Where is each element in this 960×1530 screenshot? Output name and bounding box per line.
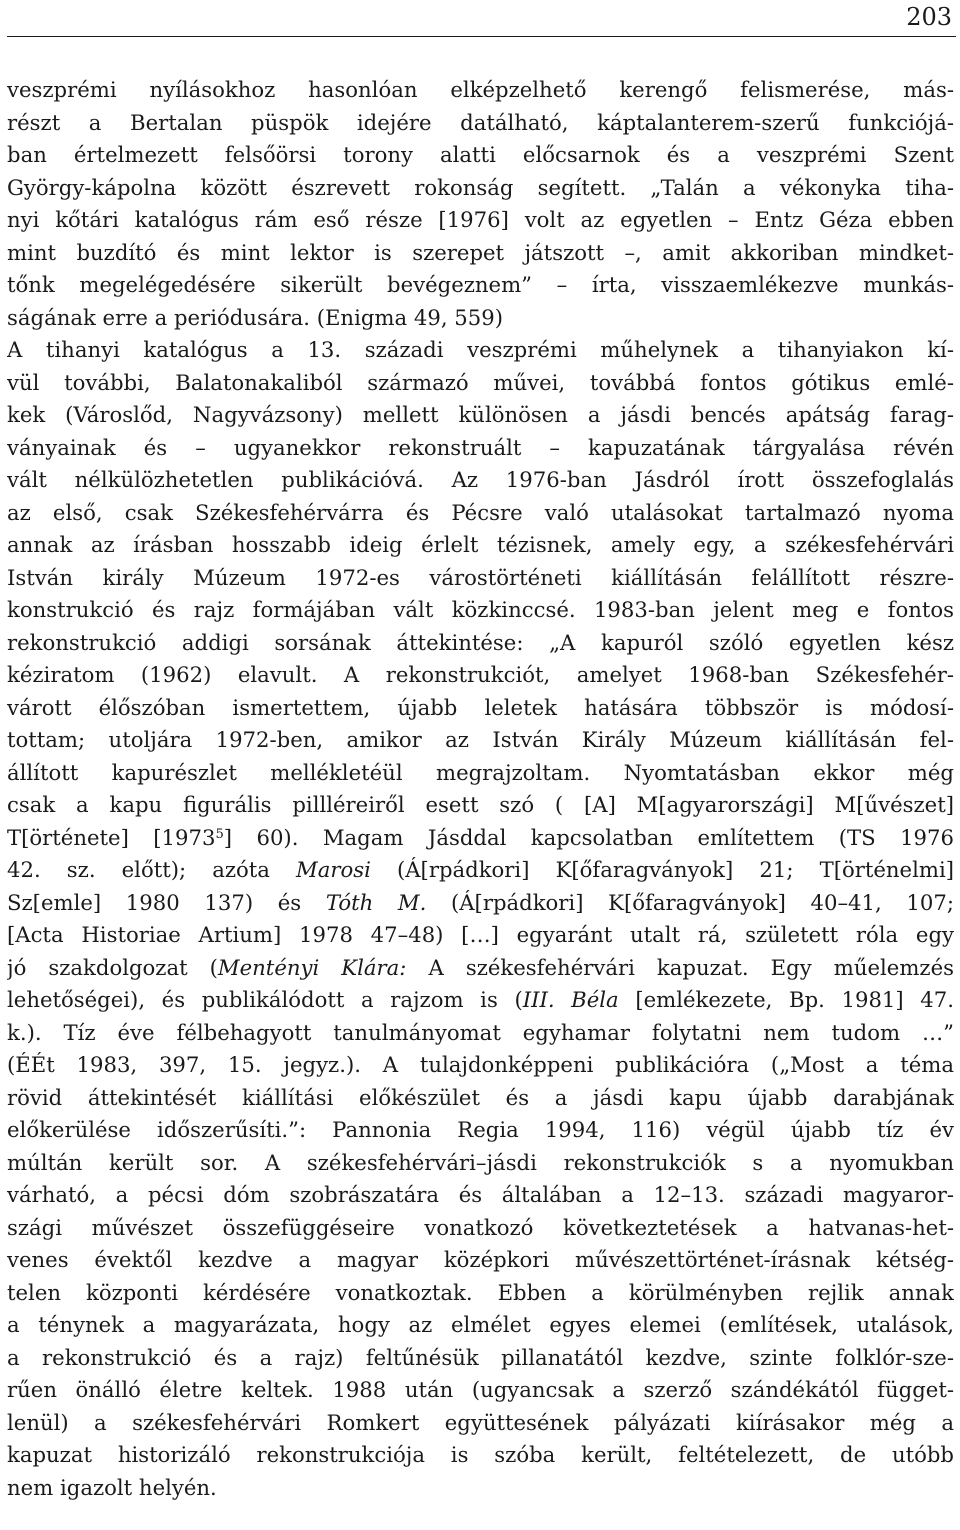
text-segment: (Á[rpádkori] K[őfaragványok] 21; T[örténelmi] — [370, 857, 954, 882]
text-line — [7, 529, 954, 562]
text-line — [7, 302, 954, 335]
text-line — [7, 789, 954, 822]
text-line — [7, 107, 954, 140]
text-line — [7, 367, 954, 400]
text-line — [7, 204, 954, 237]
text-line — [7, 1212, 954, 1245]
text-segment: telen központi kérdésére vonatkoztak. Ebben a körülményben rejlik annak — [7, 1279, 954, 1305]
text-line — [7, 1179, 954, 1212]
text-segment: vált nélkülözhetetlen publikációvá. Az 1976-ban Jásdról írott összefoglalás — [7, 467, 954, 492]
text-segment: venes évektől kezdve a magyar középkori művészettörténet-írásnak kétség- — [7, 1247, 954, 1272]
text-segment: kapuzat historizáló rekonstrukciója is szóba került, feltételezett, de utóbb — [7, 1442, 954, 1467]
text-segment: előkerülése időszerűsíti.”: Pannonia Regia 1994, 116) végül újabb tíz év — [7, 1117, 954, 1142]
text-segment: vül további, Balatonakaliból származó művei, továbbá fontos gótikus emlé- — [7, 369, 954, 395]
text-line — [7, 562, 954, 595]
text-segment: csak a kapu figurális pillléreiről esett szó ( [A] M[agyarországi] M[űvészet] — [7, 792, 954, 817]
text-line — [7, 1114, 954, 1147]
text-line — [7, 659, 954, 692]
text-segment: A székesfehérvári kapuzat. Egy műelemzés — [406, 954, 954, 980]
text-segment: nem igazolt helyén. — [7, 1474, 217, 1500]
text-segment: ] 60). Magam Jásddal kapcsolatban említettem (TS 1976 — [223, 824, 954, 850]
text-segment: rövid áttekintését kiállítási előkészület és a jásdi kapu újabb darabjának — [7, 1084, 954, 1110]
text-segment: István király Múzeum 1972-es várostörténeti kiállításán felállított részre- — [7, 564, 954, 590]
text-segment: nyi kőtári katalógus rám eső része [1976] volt az egyetlen – Entz Géza ebben — [7, 207, 954, 232]
text-line — [7, 1374, 954, 1407]
text-segment: konstrukció és rajz formájában vált közkinccsé. 1983-ban jelent meg e fontos — [7, 597, 954, 622]
superscript: 5 — [215, 826, 224, 842]
text-line — [7, 1017, 954, 1050]
text-line — [7, 984, 954, 1017]
text-segment: veszprémi nyílásokhoz hasonlóan elképzelhető kerengő felismerése, más- — [7, 77, 954, 102]
text-segment: tőnk megelégedésére sikerült bevégeznem” – írta, visszaemlékezve munkás- — [7, 272, 954, 297]
text-line — [7, 919, 954, 952]
text-segment: Sz[emle] 1980 137) és — [7, 889, 326, 915]
text-segment: a ténynek a magyarázata, hogy az elmélet egyes elemei (említések, utalások, — [7, 1312, 954, 1337]
text-line — [7, 1244, 954, 1277]
text-segment: részt a Bertalan püspök idejére datálható, káptalanterem-szerű funkciójá- — [7, 109, 954, 135]
text-line — [7, 1147, 954, 1180]
text-line — [7, 627, 954, 660]
text-segment: mint buzdító és mint lektor is szerepet játszott –, amit akkoriban mindket- — [7, 239, 954, 265]
text-segment: állított kapurészlet mellékletéül megrajzoltam. Nyomtatásban ekkor még — [7, 759, 954, 785]
text-segment: ványainak és – ugyanekkor rekonstruált – kapuzatának tárgyalása révén — [7, 434, 954, 460]
text-line — [7, 237, 954, 270]
text-segment: lenül) a székesfehérvári Romkert együttesének pályázati kiírásakor még a — [7, 1409, 954, 1435]
body-text — [7, 74, 954, 1504]
italic-citation: Mentényi Klára: — [217, 954, 407, 980]
text-segment: tottam; utoljára 1972-ben, amikor az István Király Múzeum kiállításán fel- — [7, 727, 954, 752]
page-number: 203 — [906, 3, 952, 31]
text-line — [7, 1309, 954, 1342]
text-segment: várható, a pécsi dóm szobrászatára és általában a 12–13. századi magyaror- — [7, 1182, 954, 1207]
text-line — [7, 757, 954, 790]
text-line — [7, 1049, 954, 1082]
text-line — [7, 1277, 954, 1310]
text-segment: T[örténete] [1973 — [7, 824, 216, 850]
text-line — [7, 1082, 954, 1115]
text-segment: kéziratom (1962) elavult. A rekonstrukciót, amelyet 1968-ban Székesfehér- — [7, 662, 954, 687]
text-line — [7, 1407, 954, 1440]
text-segment: [Acta Historiae Artium] 1978 47–48) […] egyaránt utalt rá, született róla egy — [7, 922, 954, 947]
text-segment: 42. sz. előtt); azóta — [7, 857, 297, 882]
text-line — [7, 692, 954, 725]
text-line — [7, 334, 954, 367]
text-segment: [emlékezete, Bp. 1981] 47. — [618, 987, 954, 1012]
text-line — [7, 74, 954, 107]
text-line — [7, 139, 954, 172]
text-segment: kek (Városlőd, Nagyvázsony) mellett különösen a jásdi bencés apátság farag- — [7, 402, 954, 427]
italic-citation: III. Béla — [522, 987, 619, 1012]
text-segment: jó szakdolgozat ( — [7, 954, 218, 980]
text-line — [7, 594, 954, 627]
text-line — [7, 1342, 954, 1375]
text-segment: rűen önálló életre keltek. 1988 után (ugyancsak a szerző szándékától függet- — [7, 1377, 954, 1402]
text-segment: szági művészet összefüggéseire vonatkozó következtetések a hatvanas-het- — [7, 1214, 954, 1240]
text-segment: annak az írásban hosszabb ideig érlelt tézisnek, amely egy, a székesfehérvári — [7, 532, 954, 557]
text-line — [7, 464, 954, 497]
text-segment: k.). Tíz éve félbehagyott tanulmányomat egyhamar folytatni nem tudom …” — [7, 1019, 954, 1045]
header-rule — [7, 36, 956, 37]
italic-citation: Tóth M. — [325, 889, 427, 915]
text-segment: lehetőségei), és publikálódott a rajzom is ( — [7, 987, 523, 1012]
text-line — [7, 822, 954, 855]
text-segment: A tihanyi katalógus a 13. századi veszprémi műhelynek a tihanyiakon kí- — [7, 337, 954, 362]
text-segment: az első, csak Székesfehérvárra és Pécsre való utalásokat tartalmazó nyoma — [7, 499, 954, 525]
text-segment: rekonstrukció addigi sorsának áttekintése: „A kapuról szóló egyetlen kész — [7, 629, 954, 655]
text-segment: ságának erre a periódusára. (Enigma 49, 559) — [7, 304, 504, 330]
text-line — [7, 1472, 954, 1505]
text-segment: a rekonstrukció és a rajz) feltűnésük pillanatától kezdve, szinte folklór-sze- — [7, 1344, 954, 1370]
text-line — [7, 399, 954, 432]
text-segment: (ÉÉt 1983, 397, 15. jegyz.). A tulajdonképpeni publikációra („Most a téma — [7, 1052, 954, 1077]
text-segment: (Á[rpádkori] K[őfaragványok] 40–41, 107; — [426, 889, 954, 915]
text-segment: ban értelmezett felsőörsi torony alatti előcsarnok és a veszprémi Szent — [7, 142, 954, 167]
text-line — [7, 172, 954, 205]
text-line — [7, 854, 954, 887]
text-line — [7, 432, 954, 465]
text-line — [7, 887, 954, 920]
text-line — [7, 952, 954, 985]
text-segment: múltán került sor. A székesfehérvári–jásdi rekonstrukciók s a nyomukban — [7, 1149, 954, 1175]
text-line — [7, 1439, 954, 1472]
text-segment: várott élőszóban ismertettem, újabb leletek hatására többször is módosí- — [7, 694, 954, 720]
text-segment: György-kápolna között észrevett rokonság segített. „Talán a vékonyka tiha- — [7, 174, 954, 200]
text-line — [7, 724, 954, 757]
italic-citation: Marosi — [296, 857, 371, 882]
text-line — [7, 269, 954, 302]
text-line — [7, 497, 954, 530]
